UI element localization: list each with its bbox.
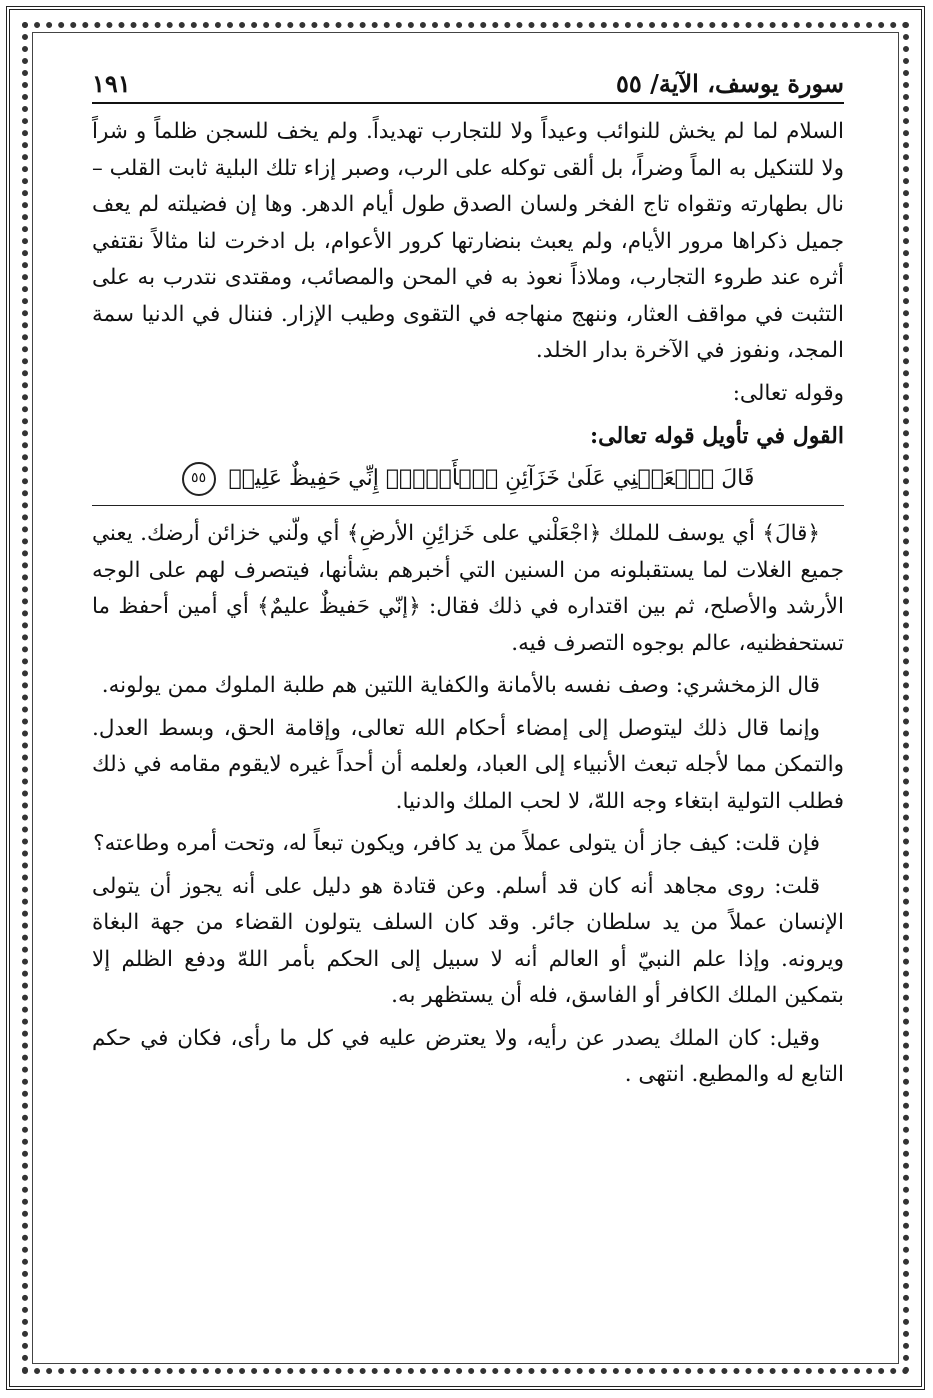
divider xyxy=(92,505,844,506)
paragraph-2: وقوله تعالى: xyxy=(732,380,844,406)
page-header xyxy=(92,58,844,104)
page-content xyxy=(92,114,844,1094)
paragraph-6: وإنما قال ذلك ليتوصل إلى إمضاء أحكام الله تعالى، وإقامة الحق، وبسط العدل. والتمكن مما لأجله تبعث الأنبياء إلى العباد، ولعلمه أن أحداً غيره لايقوم مقامه في ذلك فطلب التولية ابتغاء وجه اللهّ، لا لحب الملك والدنيا. xyxy=(92,715,844,814)
verse-number-icon: ٥٥ xyxy=(182,462,216,496)
verse-text: قَالَ ٱجۡعَلۡنِي عَلَىٰ خَزَآئِنِ ٱلۡأَرۡضِۖ إِنِّي حَفِيظٌ عَلِيمٞ xyxy=(228,465,755,491)
paragraph-4: ﴿قالَ﴾ أي يوسف للملك ﴿اجْعَلْني على خَزائِنِ الأرضِ﴾ أي ولّني خزائن أرضك. يعني جميع الغلات لما يستقبلونه من السنين التي أخبرهم بشأنها، فيتصرف لهم على الوجه الأرشد والأصلح، ثم بين اقتداره في ذلك فقال: ﴿إنّي حَفيظٌ عليمٌ﴾ أي أمين أحفظ ما تستحفظنيه، عالم بوجوه التصرف فيه. xyxy=(92,521,844,656)
page xyxy=(92,58,844,1348)
paragraph-9: وقيل: كان الملك يصدر عن رأيه، ولا يعترض عليه في كل ما رأى، فكان في حكم التابع له والمطيع. انتهى . xyxy=(92,1025,844,1087)
paragraph-5: قال الزمخشري: وصف نفسه بالأمانة والكفاية اللتين هم طلبة الملوك ممن يولونه. xyxy=(101,673,820,698)
paragraph-7: فإن قلت: كيف جاز أن يتولى عملاً من يد كافر، ويكون تبعاً له، وتحت أمره وطاعته؟ xyxy=(93,831,820,856)
header-title: سورة يوسف، الآية/ ٥٥ xyxy=(616,69,844,98)
quran-verse xyxy=(92,461,844,498)
page-number: ١٩١ xyxy=(92,69,131,98)
section-heading: القول في تأويل قوله تعالى: xyxy=(590,423,844,449)
paragraph-1: السلام لما لم يخش للنوائب وعيداً ولا للتجارب تهديداً. ولم يخف للسجن ظلماً و شراً ولا للتنكيل به الماً وضراً، بل ألقى توكله على الرب، وصبر إزاء تلك البلية ثابت القلب – نال بطهارته وتقواه تاج الفخر ولسان الصدق طول أيام الدهر. وها إن فضيلته لم يعف جميل ذكراها مرور الأيام، ولم يعبث بنضارتها كرور الأعوام، بل ادخرت لنا مثالاً نقتفي أثره عند طروء التجارب، وملاذاً نعوذ به في المحن والمصائب، ومقتدى نتدرب به على التثبت في مواقف العثار، وننهج منهاجه في التقوى وطيب الإزار. فننال في الدنيا سمة المجد، ونفوز في الآخرة بدار الخلد. xyxy=(92,119,844,363)
paragraph-8: قلت: روى مجاهد أنه كان قد أسلم. وعن قتادة هو دليل على أنه يجوز أن يتولى الإنسان عملاً من يد سلطان جائر. وقد كان السلف يتولون القضاء من جهة البغاة ويرونه. وإذا علم النبيّ أو العالم أنه لا سبيل إلى الحكم بأمر اللهّ ودفع الظلم إلا بتمكين الملك الكافر أو الفاسق، فله أن يستظهر به. xyxy=(92,873,844,1008)
